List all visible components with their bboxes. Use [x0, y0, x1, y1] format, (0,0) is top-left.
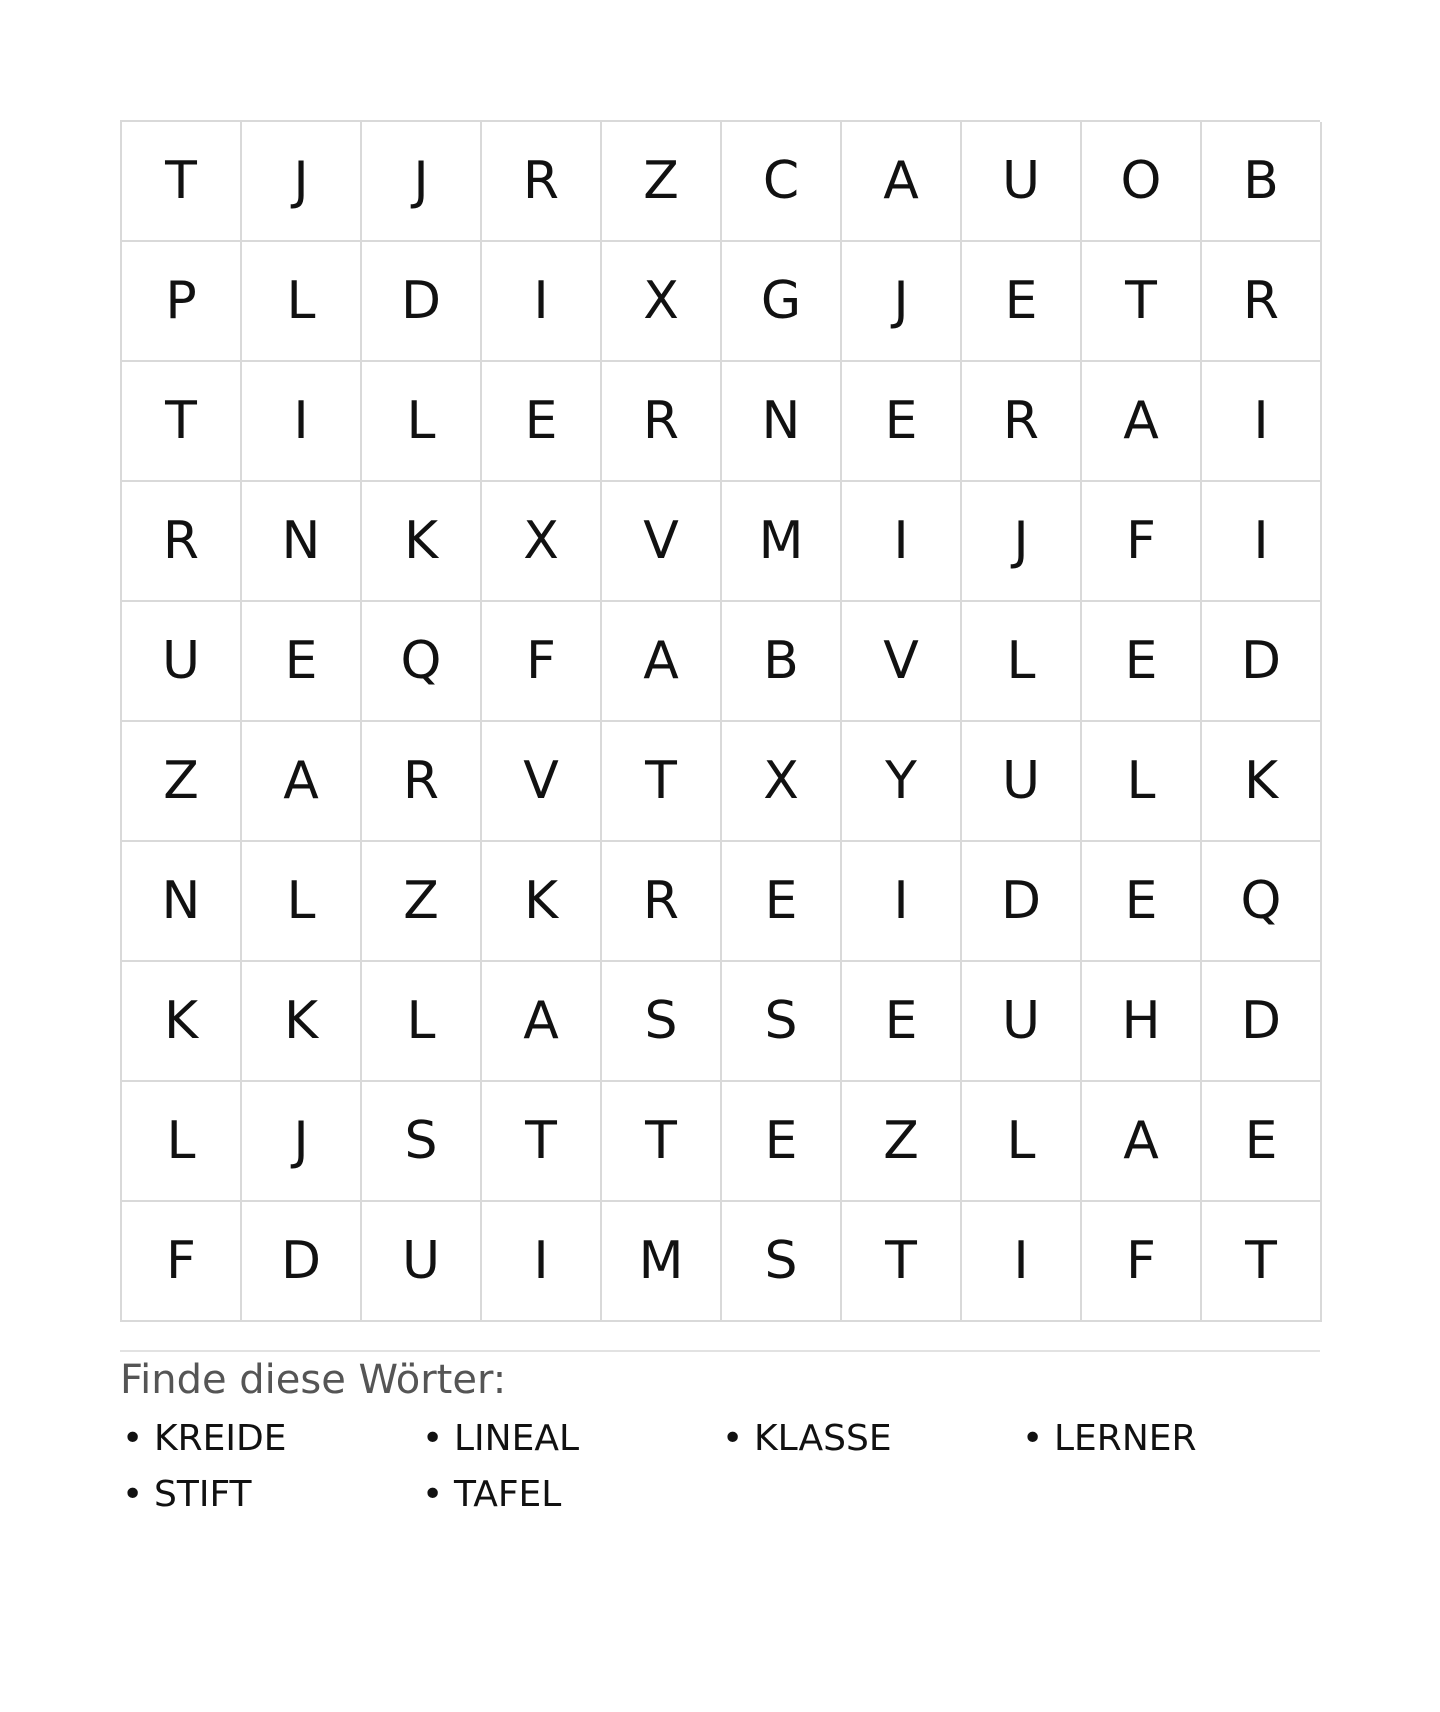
grid-cell[interactable]: N — [722, 362, 842, 482]
grid-cell[interactable]: Z — [362, 842, 482, 962]
grid-cell[interactable]: E — [962, 242, 1082, 362]
word-list-item — [720, 1418, 1020, 1460]
grid-cell[interactable]: S — [362, 1082, 482, 1202]
grid-cell[interactable]: P — [122, 242, 242, 362]
grid-cell[interactable]: U — [962, 962, 1082, 1082]
bullet-icon: • — [422, 1418, 444, 1459]
grid-cell[interactable]: F — [1082, 1202, 1202, 1322]
grid-cell[interactable]: F — [122, 1202, 242, 1322]
grid-cell[interactable]: I — [242, 362, 362, 482]
grid-cell[interactable]: K — [482, 842, 602, 962]
word-label: KREIDE — [154, 1418, 287, 1459]
word-list-item — [1020, 1418, 1320, 1460]
grid-cell[interactable]: N — [122, 842, 242, 962]
grid-cell[interactable]: H — [1082, 962, 1202, 1082]
grid-cell[interactable]: V — [602, 482, 722, 602]
grid-cell[interactable]: T — [602, 1082, 722, 1202]
bullet-icon: • — [422, 1474, 444, 1515]
grid-cell[interactable]: I — [842, 482, 962, 602]
grid-cell[interactable]: Y — [842, 722, 962, 842]
grid-cell[interactable]: E — [482, 362, 602, 482]
grid-cell[interactable]: L — [1082, 722, 1202, 842]
word-list-item — [420, 1474, 720, 1516]
grid-cell[interactable]: X — [602, 242, 722, 362]
grid-cell[interactable]: Q — [1202, 842, 1322, 962]
grid-cell[interactable]: U — [962, 122, 1082, 242]
word-search-sheet — [120, 120, 1320, 1516]
grid-cell[interactable]: A — [602, 602, 722, 722]
grid-cell[interactable]: L — [962, 1082, 1082, 1202]
grid-cell[interactable]: E — [242, 602, 362, 722]
grid-cell[interactable]: D — [962, 842, 1082, 962]
grid-cell[interactable]: G — [722, 242, 842, 362]
grid-cell[interactable]: R — [602, 842, 722, 962]
grid-cell[interactable]: V — [842, 602, 962, 722]
word-label: STIFT — [154, 1474, 252, 1515]
grid-cell[interactable]: A — [842, 122, 962, 242]
grid-cell[interactable]: V — [482, 722, 602, 842]
grid-cell[interactable]: E — [722, 1082, 842, 1202]
grid-cell[interactable]: U — [962, 722, 1082, 842]
bullet-icon: • — [722, 1418, 744, 1459]
grid-cell[interactable]: T — [1082, 242, 1202, 362]
grid-cell[interactable]: A — [1082, 362, 1202, 482]
word-label: KLASSE — [754, 1418, 892, 1459]
grid-cell[interactable]: T — [122, 122, 242, 242]
grid-cell[interactable]: D — [1202, 962, 1322, 1082]
grid-cell[interactable]: J — [842, 242, 962, 362]
grid-cell[interactable]: R — [482, 122, 602, 242]
grid-cell[interactable]: L — [122, 1082, 242, 1202]
grid-cell[interactable]: E — [722, 842, 842, 962]
grid-cell[interactable]: C — [722, 122, 842, 242]
grid-cell[interactable]: M — [722, 482, 842, 602]
grid-cell[interactable]: Z — [602, 122, 722, 242]
grid-cell[interactable]: S — [722, 1202, 842, 1322]
grid-cell[interactable]: I — [1202, 482, 1322, 602]
grid-cell[interactable]: E — [842, 362, 962, 482]
grid-cell[interactable]: I — [482, 242, 602, 362]
grid-cell[interactable]: D — [242, 1202, 362, 1322]
grid-cell[interactable]: F — [1082, 482, 1202, 602]
grid-cell[interactable]: O — [1082, 122, 1202, 242]
word-list-item — [120, 1474, 420, 1516]
grid-cell[interactable]: L — [362, 362, 482, 482]
grid-cell[interactable]: J — [242, 1082, 362, 1202]
grid-cell[interactable]: J — [242, 122, 362, 242]
grid-cell[interactable]: B — [722, 602, 842, 722]
grid-cell[interactable]: N — [242, 482, 362, 602]
word-label: TAFEL — [454, 1474, 562, 1515]
grid-cell[interactable]: R — [1202, 242, 1322, 362]
bullet-icon: • — [1022, 1418, 1044, 1459]
grid-cell[interactable]: X — [482, 482, 602, 602]
word-label: LINEAL — [454, 1418, 580, 1459]
grid-cell[interactable]: L — [242, 242, 362, 362]
grid-cell[interactable]: J — [962, 482, 1082, 602]
grid-cell[interactable]: K — [362, 482, 482, 602]
grid-cell[interactable]: L — [242, 842, 362, 962]
grid-cell[interactable]: T — [602, 722, 722, 842]
grid-cell[interactable]: X — [722, 722, 842, 842]
grid-cell[interactable]: T — [122, 362, 242, 482]
word-label: LERNER — [1054, 1418, 1197, 1459]
grid-cell[interactable]: E — [1202, 1082, 1322, 1202]
grid-cell[interactable]: Q — [362, 602, 482, 722]
grid-cell[interactable]: K — [1202, 722, 1322, 842]
grid-cell[interactable]: E — [842, 962, 962, 1082]
word-list-item — [420, 1418, 720, 1460]
grid-cell[interactable]: B — [1202, 122, 1322, 242]
grid-cell[interactable]: L — [362, 962, 482, 1082]
grid-cell[interactable]: F — [482, 602, 602, 722]
grid-cell[interactable]: T — [842, 1202, 962, 1322]
grid-cell[interactable]: K — [242, 962, 362, 1082]
grid-cell[interactable]: M — [602, 1202, 722, 1322]
grid-cell[interactable]: A — [1082, 1082, 1202, 1202]
letter-grid — [120, 120, 1320, 1322]
bullet-icon: • — [122, 1474, 144, 1515]
word-list-item — [120, 1418, 420, 1460]
word-list — [120, 1418, 1320, 1516]
grid-cell[interactable]: U — [122, 602, 242, 722]
grid-cell[interactable]: I — [962, 1202, 1082, 1322]
grid-cell[interactable]: E — [1082, 842, 1202, 962]
grid-cell[interactable]: K — [122, 962, 242, 1082]
grid-cell[interactable]: I — [482, 1202, 602, 1322]
grid-cell[interactable]: L — [962, 602, 1082, 722]
grid-cell[interactable]: I — [842, 842, 962, 962]
grid-cell[interactable]: R — [122, 482, 242, 602]
grid-cell[interactable]: T — [482, 1082, 602, 1202]
grid-cell[interactable]: S — [722, 962, 842, 1082]
grid-cell[interactable]: R — [362, 722, 482, 842]
grid-cell[interactable]: Z — [842, 1082, 962, 1202]
grid-cell[interactable]: D — [362, 242, 482, 362]
grid-cell[interactable]: Z — [122, 722, 242, 842]
grid-cell[interactable]: D — [1202, 602, 1322, 722]
grid-cell[interactable]: J — [362, 122, 482, 242]
grid-cell[interactable]: I — [1202, 362, 1322, 482]
bullet-icon: • — [122, 1418, 144, 1459]
grid-cell[interactable]: R — [962, 362, 1082, 482]
divider — [120, 1350, 1320, 1352]
grid-cell[interactable]: S — [602, 962, 722, 1082]
grid-cell[interactable]: U — [362, 1202, 482, 1322]
grid-cell[interactable]: A — [242, 722, 362, 842]
grid-cell[interactable]: R — [602, 362, 722, 482]
grid-cell[interactable]: T — [1202, 1202, 1322, 1322]
grid-cell[interactable]: A — [482, 962, 602, 1082]
grid-cell[interactable]: E — [1082, 602, 1202, 722]
word-list-prompt: Finde diese Wörter: — [120, 1357, 507, 1403]
